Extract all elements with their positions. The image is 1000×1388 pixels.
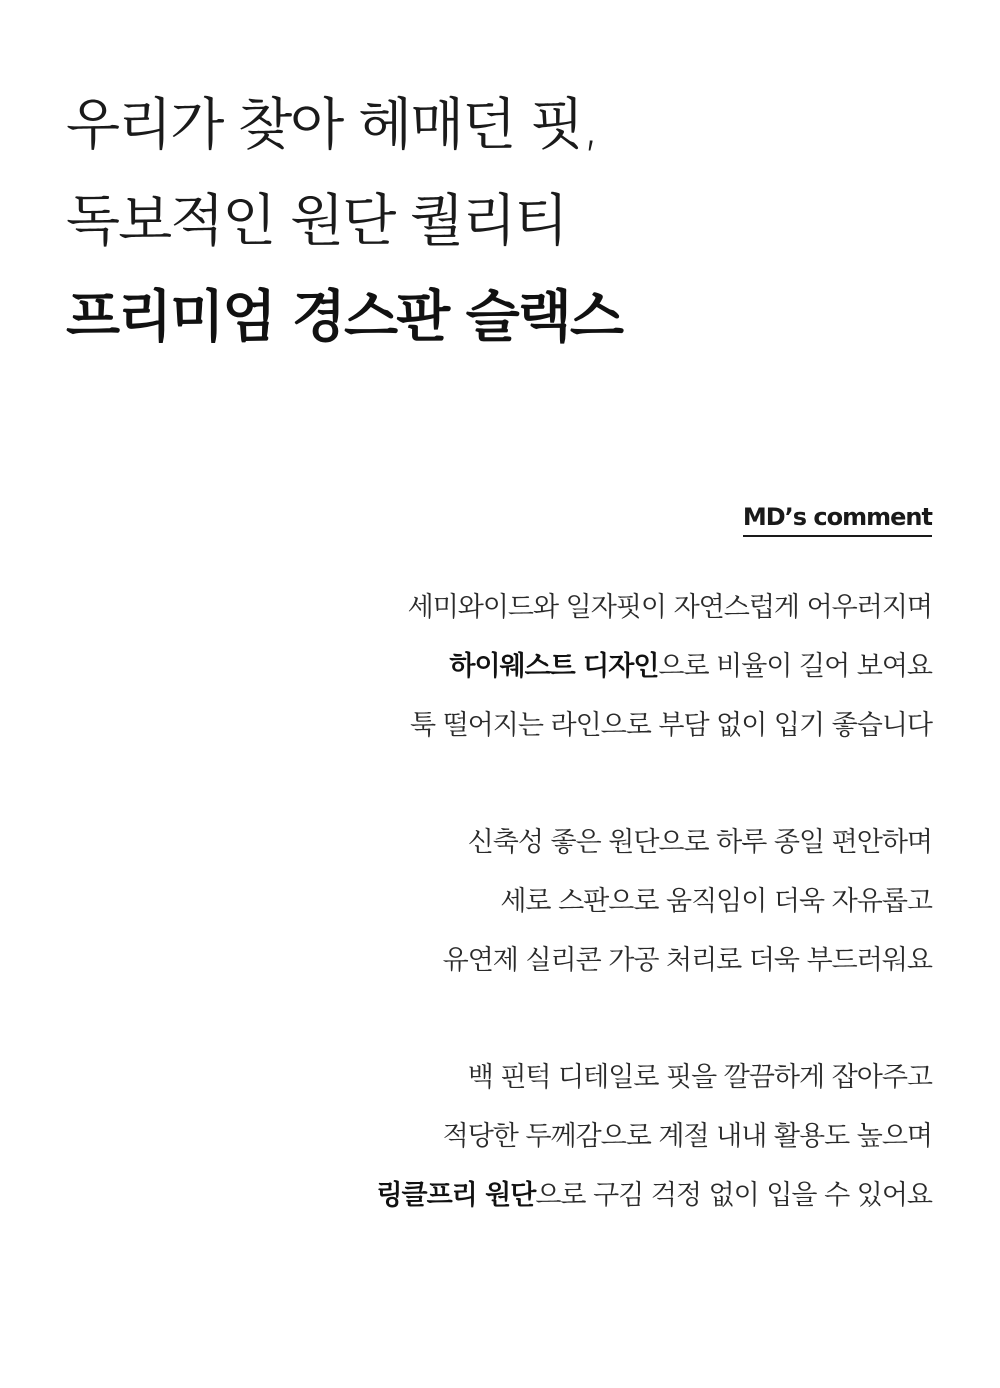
comment-line	[132, 1166, 932, 1225]
comment-paragraph-fit	[132, 578, 932, 755]
comment-text: 툭 떨어지는 라인으로 부담 없이 입기 좋습니다	[409, 710, 932, 741]
headline	[66, 78, 946, 366]
comment-text: 으로 비율이 길어 보여요	[658, 651, 932, 682]
headline-product-name: 프리미엄 경스판 슬랙스	[66, 285, 622, 350]
comment-text: 세로 스판으로 움직임이 더욱 자유롭고	[500, 886, 932, 917]
comment-line	[132, 813, 932, 872]
comment-line	[132, 696, 932, 755]
comment-text: 신축성 좋은 원단으로 하루 종일 편안하며	[467, 827, 932, 858]
comment-paragraph-detail	[132, 1048, 932, 1225]
comment-text: 유연제 실리콘 가공 처리로 더욱 부드러워요	[442, 945, 932, 976]
comment-text: 으로 구김 걱정 없이 입을 수 있어요	[535, 1180, 932, 1211]
md-comment-label: MD’s comment	[743, 502, 932, 537]
headline-line-2: 독보적인 원단 퀄리티	[66, 189, 567, 254]
comment-emphasis: 하이웨스트 디자인	[449, 651, 659, 682]
comment-text: 세미와이드와 일자핏이 자연스럽게 어우러지며	[407, 592, 932, 623]
comment-line	[132, 931, 932, 990]
comment-emphasis: 링클프리 원단	[376, 1180, 536, 1211]
comment-line	[132, 637, 932, 696]
md-comment-body	[132, 578, 932, 1283]
comment-line	[132, 578, 932, 637]
comment-text: 백 핀턱 디테일로 핏을 깔끔하게 잡아주고	[467, 1062, 932, 1093]
comment-text: 적당한 두께감으로 계절 내내 활용도 높으며	[442, 1121, 932, 1152]
headline-line-1: 우리가 찾아 헤매던 핏,	[66, 93, 599, 158]
comment-line	[132, 1107, 932, 1166]
comment-line	[132, 1048, 932, 1107]
comment-line	[132, 872, 932, 931]
comment-paragraph-fabric	[132, 813, 932, 990]
